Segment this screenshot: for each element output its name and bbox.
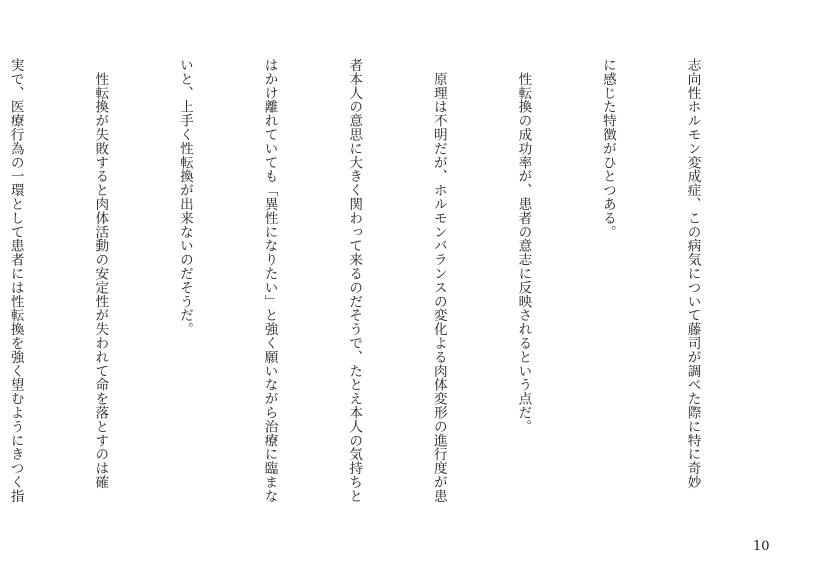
page-number: 10 [753, 539, 770, 554]
text-line: 実で、医療行為の一環として患者には性転換を強く望むようにきつく指 [7, 58, 24, 503]
text-line: 原理は不明だが、ホルモンバランスの変化よる肉体変形の進行度が患 [430, 58, 447, 503]
text-line: 者本人の意思に大きく関わって来るのだそうで、たとえ本人の気持ちと [346, 58, 363, 503]
text-line: いと、上手く性転換が出来ないのだそうだ。 [176, 58, 193, 336]
text-line: 性転換が失敗すると肉体活動の安定性が失われて命を落とすのは確 [92, 58, 109, 489]
text-line: はかけ離れていても「異性になりたい」と強く願いながら治療に臨まな [261, 58, 278, 503]
text-line: 性転換の成功率が、患者の意志に反映されるという点だ。 [515, 58, 532, 434]
vertical-text-block [0, 58, 763, 534]
text-line: に感じた特徴がひとつある。 [599, 58, 616, 239]
text-line: 志向性ホルモン変成症、この病気について藤司が調べた際に特に奇妙 [684, 58, 701, 489]
